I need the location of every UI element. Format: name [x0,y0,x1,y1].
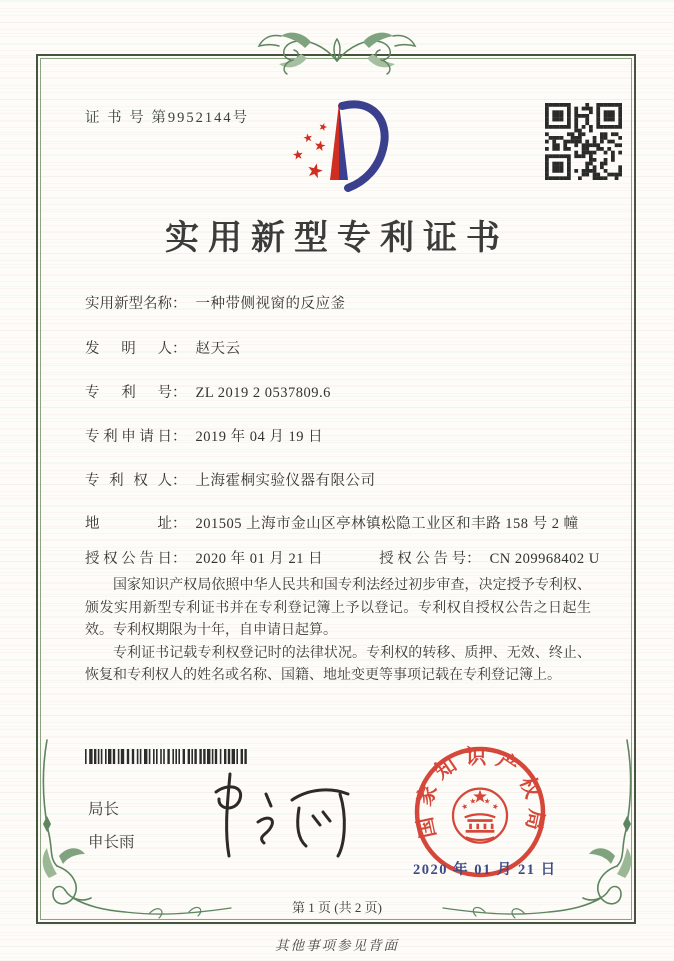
field-colon: ： [172,341,187,357]
field-colon: ： [466,551,481,567]
certificate-number: 证 书 号 第9952144号 [85,110,250,126]
seal-text: 国家知识产权局 [412,746,548,840]
field-colon: ： [172,385,187,401]
barcode [85,749,247,764]
field-row-filing-date [85,425,323,446]
field-row-name [85,292,346,313]
field-label: 专利号 [85,385,172,401]
cnipa-logo-icon [282,94,408,204]
grant-number-value: CN 209968402 U [489,551,600,567]
qr-code [545,103,622,180]
body-paragraph-1: 国家知识产权局依照中华人民共和国专利法经过初步审查，决定授予专利权、颁发实用新型专利证书并在专利登记簿上予以登记。专利权自授权公告之日起生效。专利权期限为十年，自申请日起算。 [85,578,591,639]
field-colon: ： [172,296,187,312]
body-text [85,575,591,688]
field-label: 专利申请日 [85,429,172,445]
field-colon: ： [172,473,187,489]
field-value: 一种带侧视窗的反应釜 [195,296,346,312]
field-colon: ： [172,429,187,445]
field-row-grant [85,547,600,568]
officer-block [88,793,135,859]
officer-title: 局长 [88,801,120,818]
certificate-title: 实用新型专利证书 [165,220,509,257]
national-emblem-icon [453,789,507,843]
page-number: 第 1 页 (共 2 页) [292,900,382,915]
field-row-address [85,512,579,533]
officer-name: 申长雨 [88,834,135,851]
field-value: 上海霍桐实验仪器有限公司 [195,473,376,489]
back-note: 其他事项参见背面 [275,938,399,953]
field-label: 专利权人 [85,473,172,489]
field-label: 地址 [85,516,172,532]
grant-date-value: 2020 年 01 月 21 日 [195,551,324,567]
field-value: 201505 上海市金山区亭林镇松隐工业区和丰路 158 号 2 幢 [195,516,579,532]
field-label: 实用新型名称 [85,296,172,312]
field-row-patentee [85,469,376,490]
seal-date: 2020 年 01 月 21 日 [413,862,557,878]
field-label: 发明人 [85,341,172,357]
signature-graphic [196,766,364,868]
field-colon: ： [172,551,187,567]
field-colon: ： [172,516,187,532]
field-row-patent-number [85,381,331,402]
field-row-inventor [85,337,241,358]
field-label: 授权公告日 [85,551,172,567]
field-value: 赵天云 [195,341,241,357]
field-value: ZL 2019 2 0537809.6 [195,385,331,401]
field-label: 授权公告号 [379,551,467,567]
field-value: 2019 年 04 月 19 日 [195,429,324,445]
top-flourish-ornament [237,28,437,78]
body-paragraph-2: 专利证书记载专利权登记时的法律状况。专利权的转移、质押、无效、终止、恢复和专利权人的姓名或名称、国籍、地址变更等事项记载在专利登记簿上。 [85,645,591,684]
